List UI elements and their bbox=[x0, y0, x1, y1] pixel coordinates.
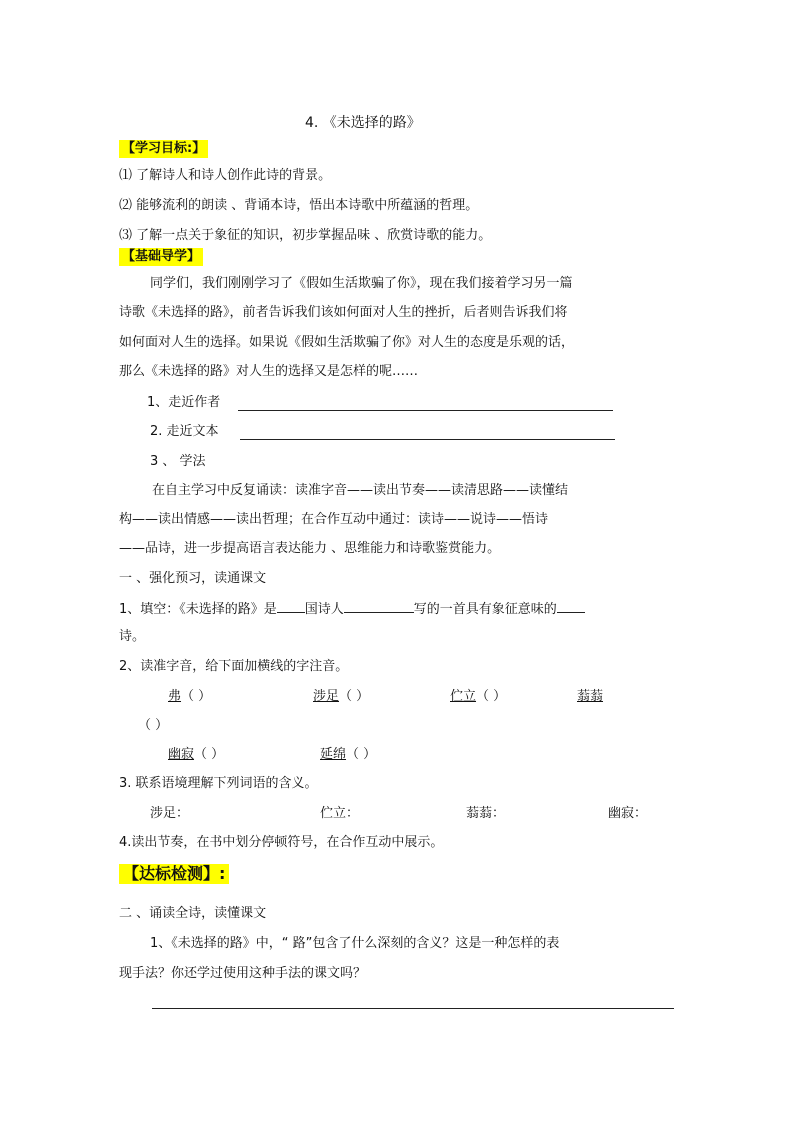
pinyin-item bbox=[313, 689, 369, 705]
intro-paragraph-line: 那么《未选择的路》对人生的选择又是怎样的呢…… bbox=[119, 364, 419, 379]
term-label: 涉足： bbox=[150, 806, 190, 821]
q1-text-b: 国诗人 bbox=[304, 602, 344, 617]
pinyin-word: 涉足 bbox=[313, 689, 340, 704]
q1-blank-type[interactable] bbox=[557, 600, 585, 613]
pinyin-item bbox=[168, 747, 224, 763]
part2-q1-line: 现手法？你还学过使用这种手法的课文吗？ bbox=[119, 966, 367, 981]
method-paragraph-line: 构——读出情感——读出哲理；在合作互动中通过：读诗——说诗——悟诗 bbox=[119, 512, 549, 527]
method-paragraph-line: ——品诗，进一步提高语言表达能力 、思维能力和诗歌鉴赏能力。 bbox=[119, 541, 501, 556]
pinyin-blank[interactable]: （ ） bbox=[181, 689, 212, 704]
q1-text-a: 1、填空：《未选择的路》是 bbox=[119, 602, 277, 617]
q2-label: 2、读准字音，给下面加横线的字注音。 bbox=[119, 659, 349, 674]
pinyin-blank[interactable]: （ ） bbox=[346, 747, 377, 762]
answer-line bbox=[240, 439, 615, 440]
q1-fill bbox=[119, 600, 585, 618]
section-heading-objectives: 【学习目标:】 bbox=[119, 140, 208, 158]
pinyin-word: 伫立 bbox=[450, 689, 477, 704]
step-author-label: 1、走近作者 bbox=[147, 395, 221, 410]
term-label: 伫立： bbox=[320, 806, 360, 821]
pinyin-blank[interactable]: （ ） bbox=[476, 689, 507, 704]
q4-label: 4.读出节奏，在书中划分停顿符号，在合作互动中展示。 bbox=[119, 835, 444, 850]
q3-label: 3. 联系语境理解下列词语的含义。 bbox=[119, 776, 318, 791]
pinyin-blank[interactable]: （ ） bbox=[339, 689, 370, 704]
section-heading-test: 【达标检测】: bbox=[119, 864, 229, 884]
pinyin-item bbox=[168, 689, 211, 705]
intro-paragraph-line: 诗歌《未选择的路》，前者告诉我们该如何面对人生的挫折，后者则告诉我们将 bbox=[119, 305, 568, 320]
part2-heading: 二 、诵读全诗，读懂课文 bbox=[119, 906, 267, 921]
page-title: 4. 《未选择的路》 bbox=[305, 115, 421, 131]
part1-heading: 一 、强化预习，读通课文 bbox=[119, 571, 267, 586]
pinyin-word: 蓊蓊 bbox=[577, 689, 604, 704]
pinyin-word: 弗 bbox=[168, 689, 182, 704]
intro-paragraph-line: 如何面对人生的选择。如果说《假如生活欺骗了你》对人生的态度是乐观的话， bbox=[119, 335, 575, 350]
answer-line bbox=[238, 410, 613, 411]
step-text-label: 2. 走近文本 bbox=[150, 424, 219, 439]
q1-text-c: 写的一首具有象征意味的 bbox=[413, 602, 557, 617]
intro-paragraph-line: 同学们，我们刚刚学习了《假如生活欺骗了你》，现在我们接着学习另一篇 bbox=[150, 276, 573, 291]
objective-item: ⑶ 了解一点关于象征的知识，初步掌握品味 、欣赏诗歌的能力。 bbox=[119, 228, 492, 243]
pinyin-blank[interactable]: （ ） bbox=[138, 718, 169, 733]
answer-line bbox=[152, 1008, 674, 1009]
method-paragraph-line: 在自主学习中反复诵读：读准字音——读出节奏——读清思路——读懂结 bbox=[152, 483, 569, 498]
step-method-label: 3 、 学法 bbox=[150, 454, 206, 469]
pinyin-word: 幽寂 bbox=[168, 747, 195, 762]
pinyin-word: 延绵 bbox=[320, 747, 347, 762]
q1-blank-country[interactable] bbox=[277, 600, 305, 613]
pinyin-item bbox=[320, 747, 376, 763]
objective-item: ⑴ 了解诗人和诗人创作此诗的背景。 bbox=[119, 168, 332, 183]
pinyin-blank[interactable]: （ ） bbox=[194, 747, 225, 762]
term-label: 蓊蓊： bbox=[466, 806, 506, 821]
pinyin-item bbox=[577, 689, 603, 705]
q1-text-end: 诗。 bbox=[119, 629, 146, 644]
part2-q1-line: 1、《未选择的路》中，“ 路”包含了什么深刻的含义？这是一种怎样的表 bbox=[150, 936, 560, 951]
section-heading-guide: 【基础导学】 bbox=[119, 248, 203, 266]
pinyin-item bbox=[450, 689, 506, 705]
objective-item: ⑵ 能够流利的朗读 、背诵本诗，悟出本诗歌中所蕴涵的哲理。 bbox=[119, 198, 479, 213]
term-label: 幽寂： bbox=[608, 806, 648, 821]
q1-blank-poet[interactable] bbox=[344, 600, 414, 613]
